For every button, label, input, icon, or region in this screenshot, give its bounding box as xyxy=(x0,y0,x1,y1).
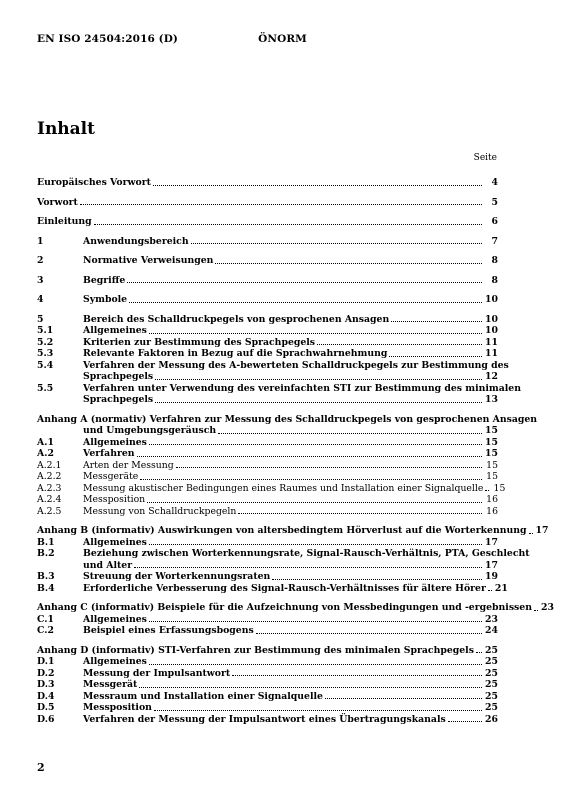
toc-entry-title: Beispiel eines Erfassungsbogens xyxy=(83,625,254,636)
toc-entry-number: 5.5 xyxy=(37,382,54,394)
toc-entry-number: A.2.4 xyxy=(37,494,62,505)
toc-leader-dots xyxy=(238,513,482,514)
toc-entry-title: Bereich des Schalldruckpegels von gesprochenen Ansagen xyxy=(83,313,390,325)
toc-leader-dots xyxy=(147,502,482,503)
toc-entry-page: 6 xyxy=(491,216,498,227)
toc-entry-number: 5.3 xyxy=(37,348,54,359)
toc-entry[interactable] xyxy=(37,714,498,726)
toc-entry-page: 25 xyxy=(485,644,498,656)
toc-entry-page: 24 xyxy=(485,625,498,636)
page-number: 2 xyxy=(37,761,45,774)
toc-leader-dots xyxy=(155,402,482,403)
toc-entry-title: Relevante Faktoren in Bezug auf die Sprachwahrnehmung xyxy=(83,348,388,359)
toc-leader-dots xyxy=(272,579,482,580)
toc-entry-number: D.1 xyxy=(37,656,55,667)
toc-entry-page: 5 xyxy=(491,196,498,208)
toc-entry[interactable] xyxy=(37,656,498,668)
toc-entry[interactable] xyxy=(37,537,498,549)
toc-entry-title: Anhang B (informativ) Auswirkungen von altersbedingtem Hörverlust auf die Worterkennung xyxy=(37,525,527,536)
toc-entry[interactable] xyxy=(37,494,498,506)
toc-leader-dots xyxy=(140,479,482,480)
toc-entry-title: Messgeräte xyxy=(83,471,139,482)
toc-entry-page: 25 xyxy=(485,702,498,713)
toc-entry-number: 1 xyxy=(37,235,44,247)
toc-entry[interactable] xyxy=(37,359,509,383)
toc-leader-dots xyxy=(80,204,482,205)
toc-entry-title: Einleitung xyxy=(37,216,92,227)
toc-leader-dots xyxy=(529,533,533,534)
header-standard-id: EN ISO 24504:2016 (D) xyxy=(37,33,178,45)
toc-entry[interactable] xyxy=(37,471,498,483)
toc-entry-number: B.2 xyxy=(37,548,55,559)
toc-leader-dots xyxy=(94,224,482,225)
toc-entry[interactable] xyxy=(37,460,498,472)
toc-leader-dots xyxy=(149,333,482,334)
toc-entry-title: Streuung der Worterkennungsraten xyxy=(83,571,271,582)
toc-entry-number: D.2 xyxy=(37,667,55,679)
toc-leader-dots xyxy=(488,590,492,591)
toc-entry[interactable] xyxy=(37,582,508,595)
toc-entry-page: 23 xyxy=(485,613,498,625)
toc-entry-title: Verfahren unter Verwendung des vereinfachten STI zur Bestimmung des minimalen xyxy=(83,382,521,394)
toc-entry-title: Messung von Schalldruckpegeln xyxy=(83,505,237,517)
toc-entry-number: 4 xyxy=(37,294,44,305)
toc-entry[interactable] xyxy=(37,413,538,437)
toc-entry-title: Anhang D (informativ) STI-Verfahren zur Bestimmung des minimalen Sprachpegels xyxy=(37,644,474,656)
toc-entry-title: Allgemeines xyxy=(83,656,147,667)
toc-entry-title: Kriterien zur Bestimmung des Sprachpegels xyxy=(83,336,316,348)
toc-entry-title: Messung akustischer Bedingungen eines Raumes und Installation einer Signalquelle xyxy=(83,482,484,494)
toc-leader-dots xyxy=(139,687,482,688)
toc-leader-dots xyxy=(191,243,482,244)
toc-entry[interactable] xyxy=(37,197,498,209)
toc-leader-dots xyxy=(476,652,482,653)
toc-entry-page: 13 xyxy=(485,394,498,405)
toc-entry-page: 17 xyxy=(485,559,498,571)
toc-leader-dots xyxy=(534,610,538,611)
toc-entry-title: Anhang C (informativ) Beispiele für die Aufzeichnung von Messbedingungen und -ergebnissen xyxy=(37,602,532,613)
toc-entry-number: C.2 xyxy=(37,625,54,636)
toc-entry[interactable] xyxy=(37,275,498,287)
toc-entry[interactable] xyxy=(37,691,498,703)
toc-entry-number: A.2.5 xyxy=(37,505,62,517)
toc-entry-page: 10 xyxy=(485,294,498,305)
toc-entry[interactable] xyxy=(37,702,498,714)
toc-entry-title: Europäisches Vorwort xyxy=(37,177,151,188)
toc-entry-number: B.4 xyxy=(37,582,55,594)
toc-leader-dots xyxy=(256,633,482,634)
toc-entry-title: Verfahren der Messung des A-bewerteten Schalldruckpegels zur Bestimmung des xyxy=(83,359,509,371)
toc-leader-dots xyxy=(134,567,482,568)
toc-entry-number: D.3 xyxy=(37,679,55,690)
toc-entry-title: Arten der Messung xyxy=(83,459,174,471)
toc-entry-title: Verfahren der Messung der Impulsantwort eines Übertragungskanals xyxy=(83,713,446,725)
toc-entry-number: A.2.3 xyxy=(37,482,62,494)
toc-entry-page: 16 xyxy=(486,505,498,517)
toc-leader-dots xyxy=(232,675,482,676)
toc-leader-dots xyxy=(176,467,482,468)
toc-entry[interactable] xyxy=(37,548,530,571)
toc-entry-title-continued: und Alter xyxy=(83,559,133,571)
header-onorm: ÖNORM xyxy=(258,33,307,45)
toc-leader-dots xyxy=(389,356,482,357)
toc-leader-dots xyxy=(127,282,482,283)
toc-entry-number: B.1 xyxy=(37,536,55,548)
toc-entry-title: Messposition xyxy=(83,702,152,713)
toc-entry-title: Allgemeines xyxy=(83,536,147,548)
toc-entry-title: Allgemeines xyxy=(83,436,147,448)
toc-entry-page: 12 xyxy=(485,371,498,382)
toc-entry-number: A.2.1 xyxy=(37,459,62,471)
toc-entry-page: 19 xyxy=(485,571,498,582)
toc-entry-page: 25 xyxy=(485,667,498,679)
toc-entry-page: 15 xyxy=(493,482,506,494)
toc-entry[interactable] xyxy=(37,177,498,189)
toc-entry-number: A.2 xyxy=(37,448,54,459)
seite-label: Seite xyxy=(473,153,497,163)
toc-entry-title: Verfahren xyxy=(83,448,135,459)
toc-entry-number: 3 xyxy=(37,274,44,286)
toc-entry-number: 5.1 xyxy=(37,325,54,336)
toc-entry-title: Begriffe xyxy=(83,274,126,286)
toc-entry-page: 26 xyxy=(485,713,498,725)
toc-entry-page: 16 xyxy=(486,494,498,505)
toc-entry-number: B.3 xyxy=(37,571,55,582)
toc-entry-title: Messung der Impulsantwort xyxy=(83,667,231,679)
toc-entry-page: 11 xyxy=(485,348,498,359)
toc-entry-title: Anhang A (normativ) Verfahren zur Messung des Schalldruckpegels von gesprochenen Ansagen xyxy=(37,413,538,425)
toc-entry-number: 5.2 xyxy=(37,336,54,348)
toc-entry-title: Vorwort xyxy=(37,196,78,208)
toc-leader-dots xyxy=(215,263,482,264)
toc-entry[interactable] xyxy=(37,348,498,360)
toc-entry-page: 15 xyxy=(486,459,498,471)
toc-leader-dots xyxy=(218,433,482,434)
toc-entry-title: Messraum und Installation einer Signalquelle xyxy=(83,690,323,702)
toc-entry-page: 25 xyxy=(485,656,498,667)
toc-entry-title: Anwendungsbereich xyxy=(83,235,189,247)
toc-entry[interactable] xyxy=(37,679,498,691)
toc-leader-dots xyxy=(153,185,482,186)
toc-entry-number: C.1 xyxy=(37,613,54,625)
table-of-contents xyxy=(37,177,554,725)
toc-entry-title: Normative Verweisungen xyxy=(83,255,214,266)
toc-entry-page: 10 xyxy=(485,325,498,336)
toc-entry-number: 5.4 xyxy=(37,359,54,371)
toc-entry[interactable] xyxy=(37,216,498,228)
toc-leader-dots xyxy=(149,664,482,665)
toc-entry-page: 25 xyxy=(485,679,498,690)
toc-entry[interactable] xyxy=(37,625,498,637)
toc-entry-title: Allgemeines xyxy=(83,325,147,336)
toc-entry-title: Erforderliche Verbesserung des Signal-Rausch-Verhältnisses für ältere Hörer xyxy=(83,582,486,594)
toc-entry[interactable] xyxy=(37,482,506,495)
toc-leader-dots xyxy=(155,379,482,380)
toc-entry-title-continued: und Umgebungsgeräusch xyxy=(83,425,217,436)
toc-entry-page: 15 xyxy=(485,425,498,436)
toc-entry[interactable] xyxy=(37,294,498,306)
toc-leader-dots xyxy=(149,621,482,622)
toc-entry-title: Messgerät xyxy=(83,679,138,690)
toc-entry-title: Symbole xyxy=(83,294,128,305)
toc-leader-dots xyxy=(149,544,482,545)
toc-entry-page: 11 xyxy=(485,336,498,348)
toc-leader-dots xyxy=(137,456,482,457)
toc-entry-page: 15 xyxy=(486,471,498,482)
toc-entry[interactable] xyxy=(37,255,498,267)
toc-entry-page: 25 xyxy=(485,690,498,702)
toc-entry[interactable] xyxy=(37,236,498,248)
toc-entry-page: 7 xyxy=(491,235,498,247)
toc-entry-number: 5 xyxy=(37,313,44,325)
toc-entry[interactable] xyxy=(37,645,498,657)
toc-entry-page: 15 xyxy=(485,436,498,448)
toc-entry-number: 2 xyxy=(37,255,44,266)
toc-entry[interactable] xyxy=(37,614,498,626)
toc-entry-title-continued: Sprachpegels xyxy=(83,394,154,405)
toc-leader-dots xyxy=(485,490,489,491)
toc-entry[interactable] xyxy=(37,448,498,460)
toc-entry-title: Messposition xyxy=(83,494,146,505)
toc-entry[interactable] xyxy=(37,437,498,449)
toc-entry-number: D.6 xyxy=(37,713,55,725)
toc-entry[interactable] xyxy=(37,602,554,614)
toc-entry-number: D.5 xyxy=(37,702,55,713)
toc-entry[interactable] xyxy=(37,325,498,337)
toc-entry[interactable] xyxy=(37,571,498,583)
toc-entry-page: 21 xyxy=(494,582,508,594)
toc-leader-dots xyxy=(129,302,482,303)
toc-entry[interactable] xyxy=(37,525,549,537)
toc-entry[interactable] xyxy=(37,382,521,406)
toc-leader-dots xyxy=(154,710,482,711)
toc-leader-dots xyxy=(149,444,482,445)
toc-entry-number: D.4 xyxy=(37,690,55,702)
toc-leader-dots xyxy=(317,344,482,345)
toc-entry-number: A.2.2 xyxy=(37,471,62,482)
toc-entry-title: Beziehung zwischen Worterkennungsrate, Signal-Rausch-Verhältnis, PTA, Geschlecht xyxy=(83,548,530,559)
toc-entry-number: A.1 xyxy=(37,436,54,448)
toc-entry-page: 17 xyxy=(485,536,498,548)
toc-entry-title: Allgemeines xyxy=(83,613,147,625)
toc-entry-page: 15 xyxy=(485,448,498,459)
toc-leader-dots xyxy=(391,321,482,322)
toc-leader-dots xyxy=(325,698,482,699)
toc-leader-dots xyxy=(448,721,482,722)
toc-entry-title-continued: Sprachpegels xyxy=(83,371,154,382)
toc-entry[interactable] xyxy=(37,337,498,349)
toc-entry-page: 4 xyxy=(491,177,498,188)
toc-entry-page: 23 xyxy=(541,602,554,613)
toc-entry-page: 10 xyxy=(485,313,498,325)
toc-entry-page: 8 xyxy=(491,255,498,266)
page-title: Inhalt xyxy=(37,119,95,139)
toc-entry[interactable] xyxy=(37,506,498,518)
toc-entry[interactable] xyxy=(37,314,498,326)
toc-entry[interactable] xyxy=(37,668,498,680)
toc-entry-page: 8 xyxy=(491,274,498,286)
toc-entry-page: 17 xyxy=(535,525,549,536)
